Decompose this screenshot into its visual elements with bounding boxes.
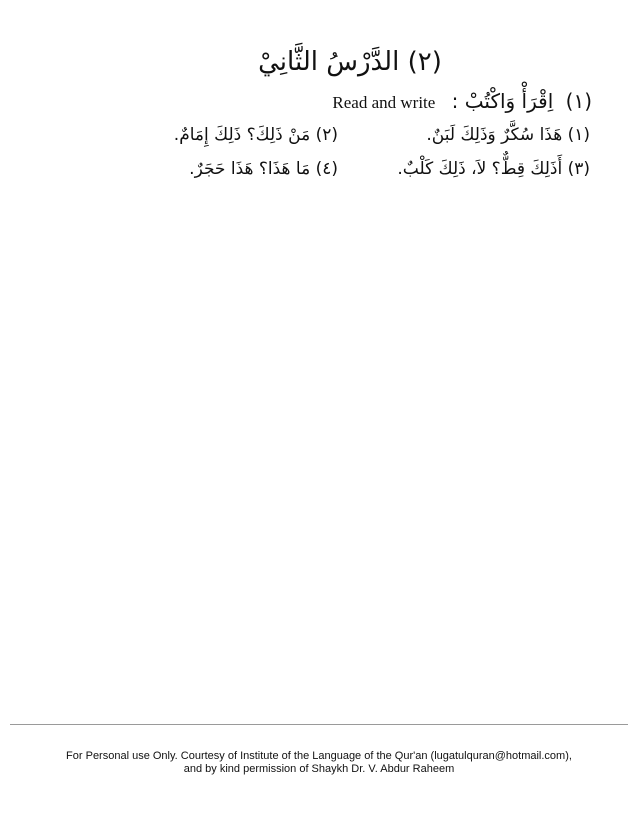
footer-line-2: and by kind permission of Shaykh Dr. V. Abdur Raheem — [183, 763, 455, 775]
exercise-heading — [332, 84, 592, 120]
sentence-2: (٢) مَنْ ذَلِكَ؟ ذَلِكَ إِمَامٌ. — [173, 125, 338, 145]
exercise-instruction-english: Read and write — [332, 93, 436, 112]
sentence-4: (٤) مَا هَذَا؟ هَذَا حَجَرٌ. — [189, 159, 338, 179]
sentence-3: (٣) أَذَلِكَ قِطٌّ؟ لاَ، ذَلِكَ كَلْبٌ. — [397, 159, 590, 179]
lesson-title: (٢) الدَّرْسُ الثَّانِيْ — [258, 47, 442, 77]
footer-note — [0, 750, 638, 776]
instruction-separator: : — [451, 89, 459, 113]
exercise-number: (١) — [565, 89, 592, 113]
exercise-instruction-arabic: اِقْرَأْ وَاكْتُبْ — [464, 89, 554, 113]
sentence-1: (١) هَذَا سُكَّرٌ وَذَلِكَ لَبَنٌ. — [426, 125, 590, 145]
footer-line-1: For Personal use Only. Courtesy of Institute of the Language of the Qur'an (lugatulquran@hotmail.com), — [66, 750, 572, 762]
footer-divider — [10, 724, 628, 725]
